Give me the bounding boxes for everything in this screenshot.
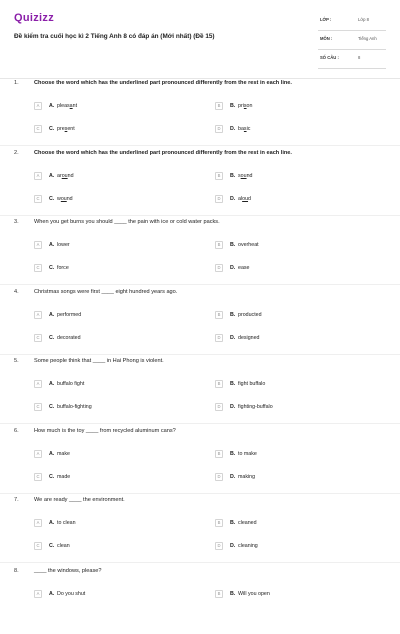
meta-row-class	[318, 12, 386, 31]
option-text-part: performed	[57, 312, 82, 318]
option-letter: A.	[49, 242, 55, 248]
option-text	[238, 404, 273, 410]
option-letter: B.	[230, 173, 236, 179]
option-text	[57, 543, 70, 549]
option-letter: D.	[230, 126, 236, 132]
option-text-part: to make	[238, 451, 257, 457]
option-letter: B.	[230, 242, 236, 248]
option-text	[57, 335, 81, 341]
option-text-part: s	[238, 173, 241, 179]
question-divider	[0, 284, 400, 285]
question-number: 2.	[14, 150, 19, 156]
option-text-part: d	[248, 196, 251, 202]
meta-value: Lớp 8	[358, 17, 369, 22]
option-text-part: decorated	[57, 335, 81, 341]
option-letter: C.	[49, 335, 55, 341]
underlined-sound: ou	[60, 196, 67, 202]
question-divider	[0, 493, 400, 494]
option-text	[57, 520, 76, 526]
question-text: When you get burns you should ____ the pain with ice or cold water packs.	[34, 219, 220, 225]
option-checkbox[interactable]: B	[215, 380, 223, 388]
quizizz-logo: Quizizz	[14, 12, 54, 24]
option-letter: D.	[230, 265, 236, 271]
option-checkbox[interactable]: C	[34, 403, 42, 411]
option-checkbox[interactable]: D	[215, 264, 223, 272]
question-7	[0, 497, 400, 563]
option-letter: D.	[230, 543, 236, 549]
question-number: 1.	[14, 80, 19, 86]
option-text-part: fight buffalo	[238, 381, 266, 387]
option-checkbox[interactable]: A	[34, 590, 42, 598]
question-number: 6.	[14, 428, 19, 434]
option-text	[57, 103, 77, 109]
option-checkbox[interactable]: B	[215, 311, 223, 319]
question-number: 7.	[14, 497, 19, 503]
question-4	[0, 289, 400, 355]
question-text: Christmas songs were first ____ eight hundred years ago.	[34, 289, 178, 295]
question-5	[0, 358, 400, 424]
option-text-part: pre	[57, 126, 65, 132]
question-text: We are ready ____ the environment.	[34, 497, 125, 503]
option-text	[57, 265, 69, 271]
option-checkbox[interactable]: C	[34, 195, 42, 203]
meta-key: LỚP :	[320, 17, 332, 22]
question-divider	[0, 354, 400, 355]
question-number: 4.	[14, 289, 19, 295]
option-text	[57, 173, 74, 179]
option-text	[238, 173, 252, 179]
option-checkbox[interactable]: B	[215, 519, 223, 527]
option-letter: A.	[49, 312, 55, 318]
option-checkbox[interactable]: D	[215, 542, 223, 550]
question-1	[0, 80, 400, 146]
option-text-part: nd	[66, 196, 73, 202]
option-checkbox[interactable]: A	[34, 102, 42, 110]
option-checkbox[interactable]: B	[215, 241, 223, 249]
question-8	[0, 568, 400, 634]
option-text-part: producted	[238, 312, 262, 318]
meta-row-count	[318, 50, 386, 69]
option-text	[238, 381, 265, 387]
option-letter: C.	[49, 126, 55, 132]
option-text	[57, 242, 70, 248]
option-letter: B.	[230, 591, 236, 597]
underlined-sound: s	[64, 126, 68, 132]
meta-value: Tiếng Anh	[358, 36, 377, 41]
option-checkbox[interactable]: C	[34, 542, 42, 550]
meta-row-subject	[318, 31, 386, 50]
underlined-sound: s	[243, 103, 247, 109]
underlined-sound: a	[69, 103, 73, 109]
option-text	[238, 451, 257, 457]
option-checkbox[interactable]: C	[34, 264, 42, 272]
option-checkbox[interactable]: C	[34, 473, 42, 481]
option-letter: A.	[49, 103, 55, 109]
option-text	[57, 312, 81, 318]
option-text	[238, 520, 257, 526]
option-checkbox[interactable]: B	[215, 172, 223, 180]
option-text-part: making	[238, 474, 256, 480]
option-letter: C.	[49, 543, 55, 549]
option-text-part: to clean	[57, 520, 76, 526]
option-text-part: w	[57, 196, 61, 202]
meta-table	[318, 12, 386, 69]
option-text-part: Will you open	[238, 591, 270, 597]
meta-key: MÔN :	[320, 36, 333, 41]
meta-key: SỐ CÂU :	[320, 55, 339, 60]
option-letter: D.	[230, 404, 236, 410]
option-letter: A.	[49, 591, 55, 597]
option-text-part: designed	[238, 335, 260, 341]
meta-value: 8	[358, 55, 361, 60]
option-text	[238, 591, 270, 597]
option-text-part: force	[57, 265, 69, 271]
option-letter: A.	[49, 520, 55, 526]
question-2	[0, 150, 400, 216]
option-text-part: buffalo fight	[57, 381, 85, 387]
option-text-part: ar	[57, 173, 62, 179]
option-checkbox[interactable]: D	[215, 403, 223, 411]
option-letter: D.	[230, 335, 236, 341]
option-letter: C.	[49, 196, 55, 202]
underlined-sound: ou	[240, 173, 247, 179]
option-text	[57, 474, 70, 480]
option-text-part: lower	[57, 242, 70, 248]
option-text-part: nd	[67, 173, 74, 179]
option-text	[238, 242, 259, 248]
option-text-part: nd	[246, 173, 253, 179]
option-text	[238, 265, 250, 271]
header-divider	[0, 78, 400, 79]
option-letter: C.	[49, 404, 55, 410]
option-text-part: ent	[67, 126, 75, 132]
option-text	[57, 381, 84, 387]
option-checkbox[interactable]: D	[215, 473, 223, 481]
underlined-sound: s	[243, 126, 247, 132]
option-text	[238, 335, 260, 341]
option-letter: D.	[230, 196, 236, 202]
option-text-part: pleas	[57, 103, 70, 109]
option-text	[57, 126, 75, 132]
option-text-part: cleaned	[238, 520, 257, 526]
option-text	[238, 196, 251, 202]
question-text: ____ the windows, please?	[34, 568, 102, 574]
option-text-part: ic	[246, 126, 251, 132]
option-checkbox[interactable]: A	[34, 241, 42, 249]
option-checkbox[interactable]: B	[215, 590, 223, 598]
option-letter: C.	[49, 474, 55, 480]
question-divider	[0, 215, 400, 216]
option-text	[238, 103, 252, 109]
option-checkbox[interactable]: A	[34, 172, 42, 180]
option-text-part: buffalo-fighting	[57, 404, 92, 410]
option-text	[238, 126, 250, 132]
worksheet-header	[14, 12, 386, 72]
option-text-part: ease	[238, 265, 250, 271]
option-checkbox[interactable]: C	[34, 125, 42, 133]
option-text	[238, 474, 255, 480]
option-checkbox[interactable]: D	[215, 125, 223, 133]
option-text	[57, 404, 92, 410]
option-text	[238, 543, 258, 549]
option-text-part: made	[57, 474, 71, 480]
option-text-part: on	[246, 103, 253, 109]
question-text: Some people think that ____ in Hai Phong is violent.	[34, 358, 164, 364]
underlined-sound: ou	[61, 173, 68, 179]
option-text-part: clean	[57, 543, 70, 549]
question-number: 5.	[14, 358, 19, 364]
option-text-part: cleaning	[238, 543, 258, 549]
option-letter: B.	[230, 451, 236, 457]
document-title: Đề kiểm tra cuối học kì 2 Tiếng Anh 8 có đáp án (Mới nhất) (Đề 15)	[14, 33, 215, 40]
question-text: Choose the word which has the underlined part pronounced differently from the rest in each line.	[34, 80, 292, 86]
question-divider	[0, 562, 400, 563]
question-text: Choose the word which has the underlined part pronounced differently from the rest in each line.	[34, 150, 292, 156]
question-6	[0, 428, 400, 494]
option-letter: B.	[230, 103, 236, 109]
option-checkbox[interactable]: A	[34, 519, 42, 527]
option-text	[238, 312, 262, 318]
option-letter: C.	[49, 265, 55, 271]
option-checkbox[interactable]: A	[34, 311, 42, 319]
option-text-part: al	[238, 196, 243, 202]
option-text-part: overheat	[238, 242, 259, 248]
option-letter: B.	[230, 312, 236, 318]
option-letter: A.	[49, 173, 55, 179]
option-checkbox[interactable]: B	[215, 102, 223, 110]
option-text	[57, 591, 85, 597]
option-checkbox[interactable]: D	[215, 334, 223, 342]
option-letter: A.	[49, 381, 55, 387]
option-letter: A.	[49, 451, 55, 457]
option-checkbox[interactable]: A	[34, 380, 42, 388]
question-text: How much is the toy ____ from recycled aluminum cans?	[34, 428, 176, 434]
option-text	[57, 196, 73, 202]
option-text-part: Do you shut	[57, 591, 86, 597]
option-checkbox[interactable]: D	[215, 195, 223, 203]
option-text-part: make	[57, 451, 70, 457]
option-checkbox[interactable]: B	[215, 450, 223, 458]
option-text-part: pri	[238, 103, 244, 109]
question-number: 8.	[14, 568, 19, 574]
option-letter: D.	[230, 474, 236, 480]
question-3	[0, 219, 400, 285]
option-text	[57, 451, 70, 457]
option-letter: B.	[230, 520, 236, 526]
option-letter: B.	[230, 381, 236, 387]
question-number: 3.	[14, 219, 19, 225]
option-checkbox[interactable]: C	[34, 334, 42, 342]
option-text-part: fighting-buffalo	[238, 404, 273, 410]
question-divider	[0, 423, 400, 424]
option-checkbox[interactable]: A	[34, 450, 42, 458]
question-divider	[0, 145, 400, 146]
option-text-part: ba	[238, 126, 244, 132]
option-text-part: nt	[72, 103, 78, 109]
underlined-sound: ou	[242, 196, 249, 202]
